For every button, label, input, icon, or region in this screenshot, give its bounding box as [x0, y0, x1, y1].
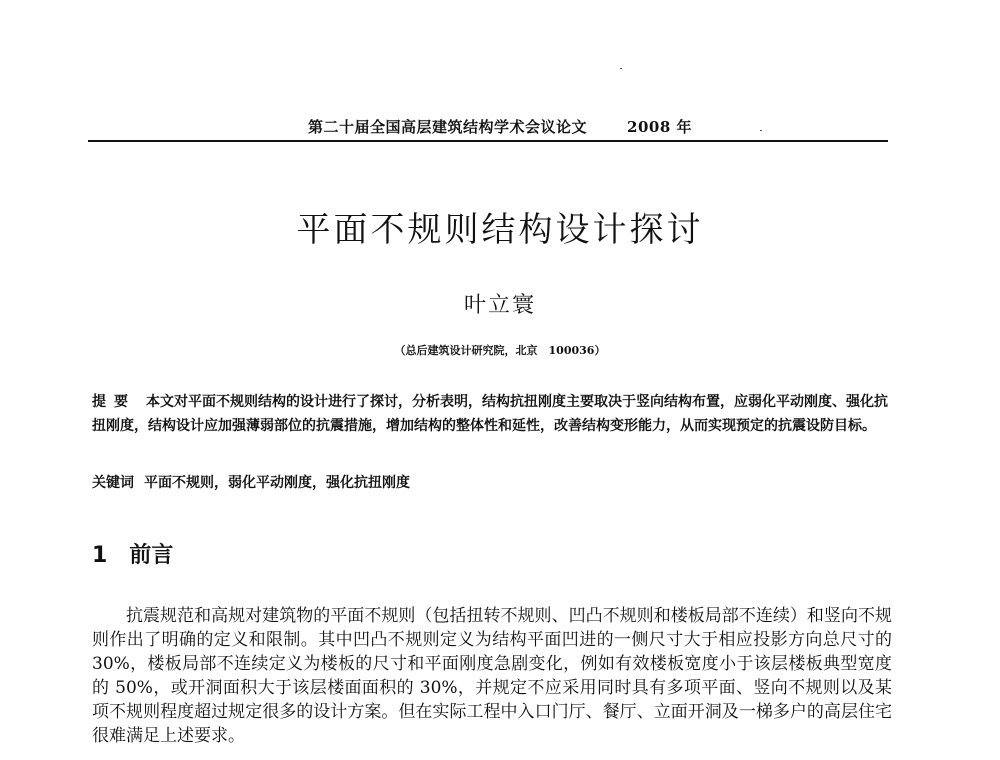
- abstract: [92, 390, 892, 438]
- keywords: [92, 472, 892, 494]
- section-number: 1: [92, 543, 108, 568]
- section-heading: [92, 538, 173, 569]
- section-paragraph: 抗震规范和高规对建筑物的平面不规则（包括扭转不规则、凹凸不规则和楼板局部不连续）和竖向不规则作出了明确的定义和限制。其中凹凸不规则定义为结构平面凹进的一侧尺寸大于相应投影方向总尺寸的 30%，楼板局部不连续定义为楼板的尺寸和平面刚度急剧变化，例如有效楼板宽度小于该层楼板典型宽度的 50%，或开洞面积大于该层楼面面积的 30%，并规定不应采用同时具有多项平面、竖向不规则以及某项不规则程度超过规定很多的设计方案。但在实际工程中入口门厅、餐厅、立面开洞及一梯多户的高层住宅很难满足上述要求。: [92, 606, 892, 746]
- abstract-text: 本文对平面不规则结构的设计进行了探讨，分析表明，结构抗扭刚度主要取决于竖向结构布置，应弱化平动刚度、强化抗扭刚度，结构设计应加强薄弱部位的抗震措施，增加结构的整体性和延性，改善结构变形能力，从而实现预定的抗震设防目标。: [92, 394, 888, 434]
- header-conference: 第二十届全国高层建筑结构学术会议论文: [308, 118, 588, 136]
- keywords-label: 关键词: [92, 475, 134, 491]
- paper-author: 叶立寰: [463, 293, 536, 318]
- section-title: 前言: [129, 543, 174, 568]
- running-header: [0, 116, 1000, 137]
- abstract-label: 提要: [92, 394, 136, 410]
- header-rule: [88, 140, 888, 142]
- header-year: 2008 年: [627, 118, 692, 136]
- paper-affiliation: （总后建筑设计研究院，北京 100036）: [394, 344, 606, 357]
- scan-speck: [620, 68, 622, 69]
- paper-title: 平面不规则结构设计探讨: [296, 210, 704, 250]
- keywords-text: 平面不规则，弱化平动刚度，强化抗扭刚度: [144, 475, 410, 491]
